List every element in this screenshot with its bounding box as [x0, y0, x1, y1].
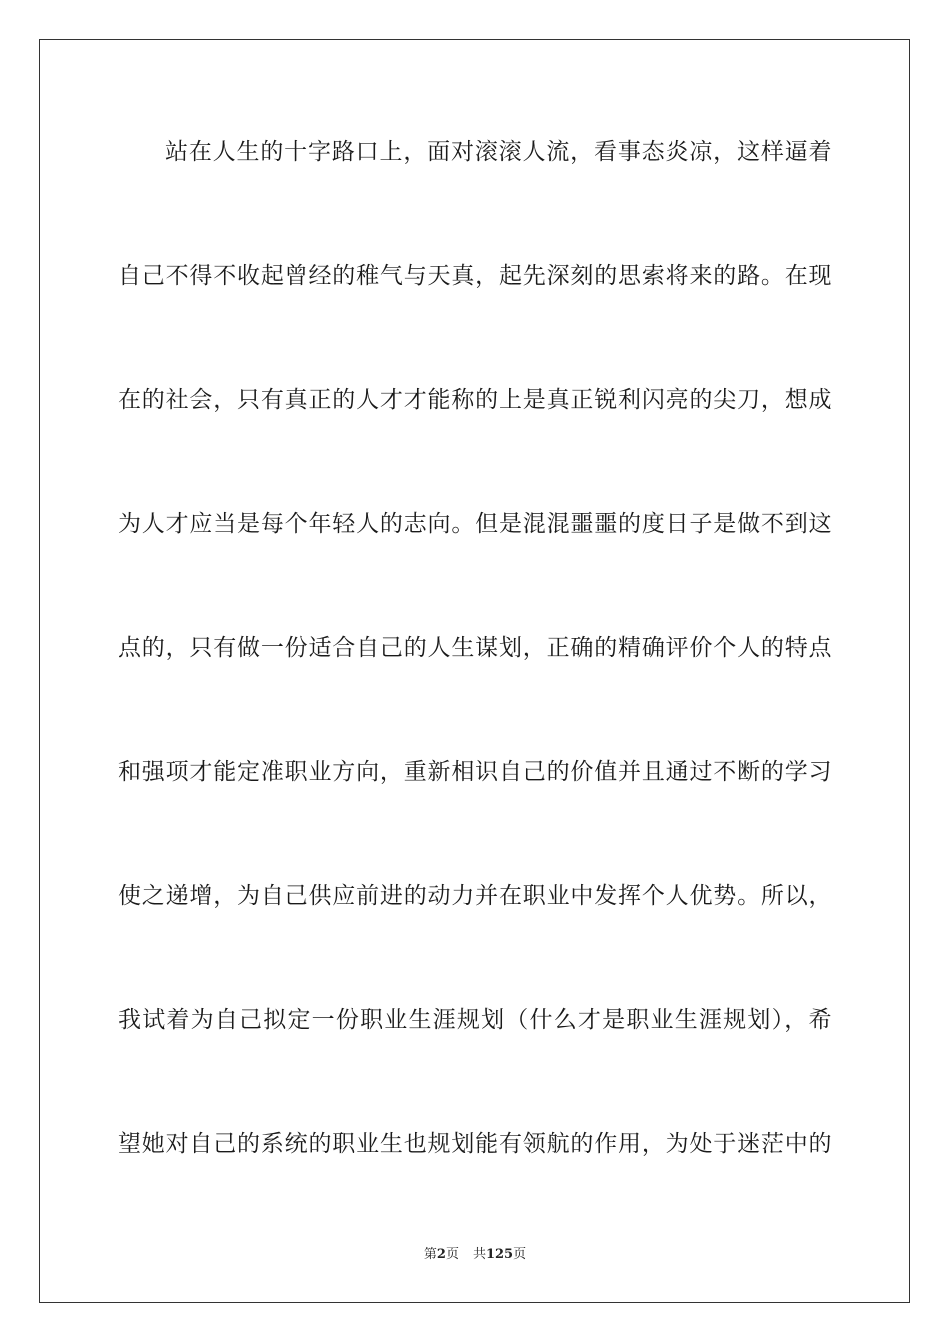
paragraph-line-2: 自己不得不收起曾经的稚气与天真，起先深刻的思索将来的路。在现	[118, 263, 832, 289]
total-suffix: 页	[513, 1247, 527, 1262]
paragraph-line-4: 为人才应当是每个年轻人的志向。但是混混噩噩的度日子是做不到这	[118, 511, 832, 537]
page-border	[39, 39, 910, 1303]
page-prefix: 第	[423, 1247, 437, 1262]
page-suffix: 页	[445, 1247, 459, 1262]
page-number: 2	[436, 1247, 446, 1262]
paragraph-line-6: 和强项才能定准职业方向，重新相识自己的价值并且通过不断的学习	[118, 759, 832, 785]
total-prefix: 共	[472, 1247, 486, 1262]
paragraph-line-8: 我试着为自己拟定一份职业生涯规划（什么才是职业生涯规划），希	[118, 1007, 832, 1033]
paragraph-line-1: 站在人生的十字路口上，面对滚滚人流，看事态炎凉，这样逼着	[165, 139, 832, 165]
paragraph-line-3: 在的社会，只有真正的人才才能称的上是真正锐利闪亮的尖刀，想成	[118, 387, 832, 413]
paragraph-line-7: 使之递增，为自己供应前进的动力并在职业中发挥个人优势。所以，	[118, 883, 832, 909]
page-footer	[0, 1247, 950, 1263]
paragraph-line-9: 望她对自己的系统的职业生也规划能有领航的作用，为处于迷茫中的	[118, 1131, 832, 1157]
paragraph-line-5: 点的，只有做一份适合自己的人生谋划，正确的精确评价个人的特点	[118, 635, 832, 661]
total-pages: 125	[485, 1247, 514, 1262]
